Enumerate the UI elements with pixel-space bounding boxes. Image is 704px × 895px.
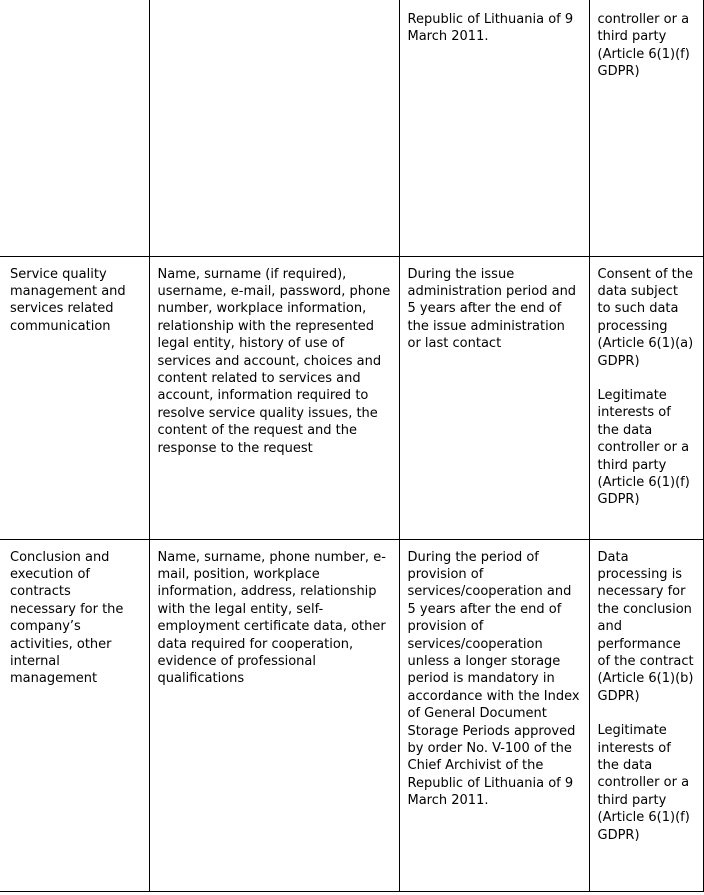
- legal-basis-text: Legitimate interests of the data controller or a third party (Article 6(1)(f) GDPR): [597, 723, 690, 843]
- purpose-text: Conclusion and execution of contracts necessary for the company’s activities, other internal management: [10, 549, 124, 687]
- legal-basis-text: Consent of the data subject to such data processing (Article 6(1)(a) GDPR): [597, 266, 694, 369]
- data-categories-cell: [149, 0, 399, 256]
- retention-period-text: Republic of Lithuania of 9 March 2011.: [407, 12, 574, 45]
- retention-period-cell: [399, 256, 589, 539]
- retention-period-cell: [399, 0, 589, 256]
- purpose-text: Service quality management and services related communication: [10, 266, 126, 334]
- retention-period-text: During the issue administration period and 5 years after the end of the issue administration or last contact: [407, 266, 577, 352]
- legal-basis-cell: [589, 0, 703, 256]
- legal-basis-text: controller or a third party (Article 6(1)(f) GDPR): [597, 12, 690, 80]
- table-row: [0, 256, 703, 539]
- data-categories-cell: [149, 256, 399, 539]
- legal-basis-cell: [589, 256, 703, 539]
- retention-period-text: During the period of provision of services/cooperation and 5 years after the end of provision of services/cooperation unless a longer storage period is mandatory in accordance with the Index of General Document Storage Periods approved by order No. V-100 of the Chief Archivist of the Republic of Lithuania of 9 March 2011.: [407, 549, 580, 809]
- purpose-cell: [0, 0, 149, 256]
- data-categories-text: Name, surname (if required), username, e-mail, password, phone number, workplace information, relationship with the represented legal entity, history of use of services and account, choices and content related to services and account, information required to resolve service quality issues, the content of the request and the response to the request: [157, 266, 391, 456]
- data-categories-cell: [149, 539, 399, 891]
- purpose-cell: [0, 256, 149, 539]
- table-row: [0, 0, 703, 256]
- retention-period-cell: [399, 539, 589, 891]
- legal-basis-text: Legitimate interests of the data controller or a third party (Article 6(1)(f) GDPR): [597, 387, 690, 508]
- legal-basis-text: Data processing is necessary for the conclusion and performance of the contract (Article 6(1)(b) GDPR): [597, 549, 694, 704]
- legal-basis-cell: [589, 539, 703, 891]
- purpose-cell: [0, 539, 149, 891]
- data-categories-text: Name, surname, phone number, e-mail, position, workplace information, address, relationship with the legal entity, self-employment certificate data, other data required for cooperation, evidence of professional qualifications: [157, 549, 386, 687]
- table-row: [0, 539, 703, 891]
